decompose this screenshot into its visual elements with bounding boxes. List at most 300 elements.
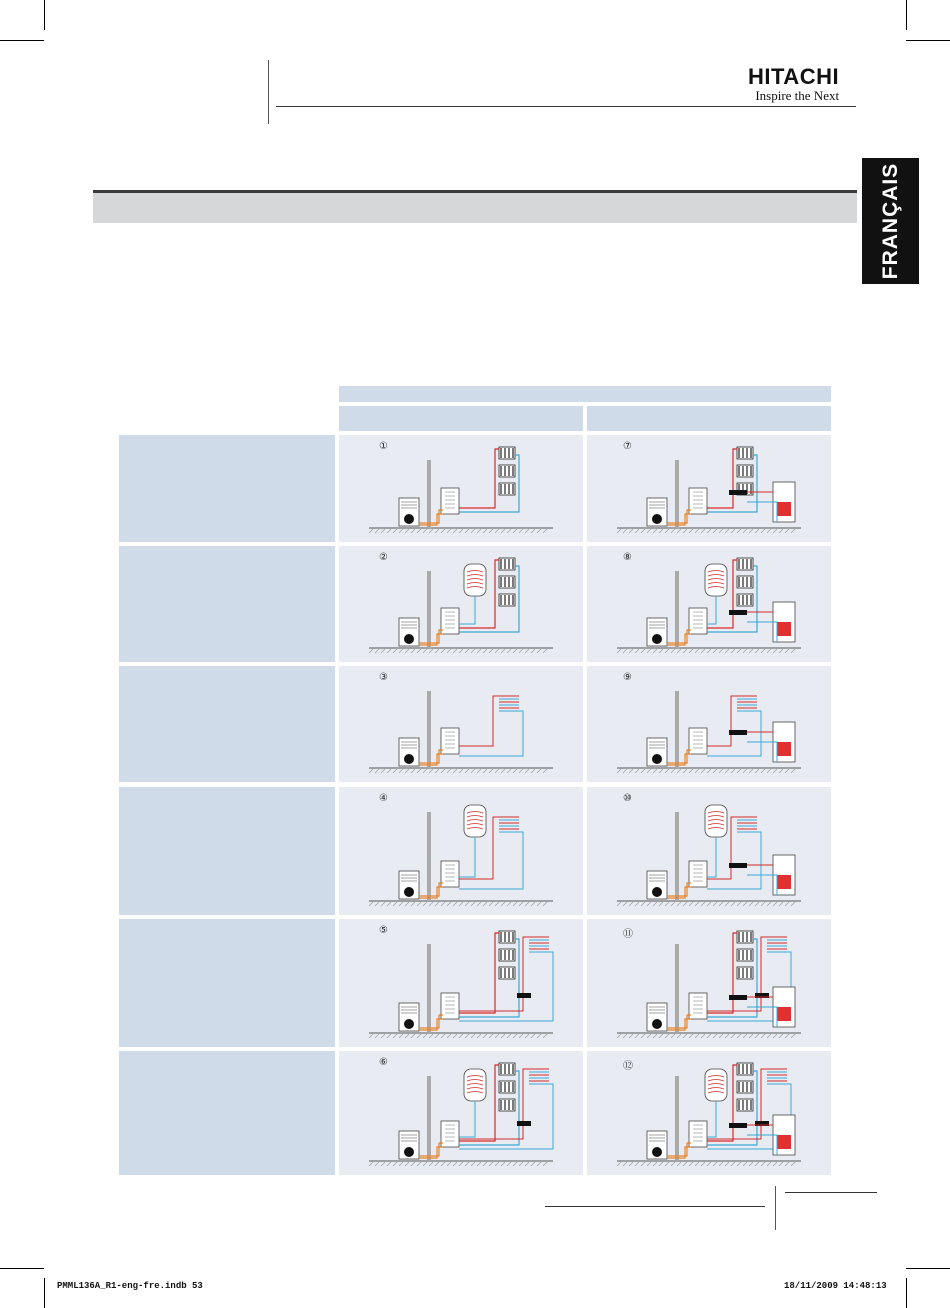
hot-water-pipe — [459, 449, 499, 508]
ground-hatch — [381, 529, 385, 533]
ground-hatch — [477, 649, 481, 653]
ground-hatch — [767, 1034, 771, 1038]
ground-hatch — [695, 769, 699, 773]
footer-rule-short — [785, 1192, 877, 1193]
ground-hatch — [749, 1162, 753, 1166]
ground-hatch — [501, 529, 505, 533]
ground-hatch — [507, 1034, 511, 1038]
boiler-flame-panel — [777, 875, 791, 889]
ground-hatch — [417, 1034, 421, 1038]
ground-hatch — [683, 1034, 687, 1038]
ground-hatch — [695, 649, 699, 653]
ground-hatch — [537, 1034, 541, 1038]
diagram-drawing — [339, 435, 583, 542]
ground-hatch — [531, 769, 535, 773]
ground-hatch — [767, 1162, 771, 1166]
ground-hatch — [743, 902, 747, 906]
ground-hatch — [429, 1162, 433, 1166]
ground-hatch — [375, 1034, 379, 1038]
ground-hatch — [525, 902, 529, 906]
ground-hatch — [761, 902, 765, 906]
ground-hatch — [393, 649, 397, 653]
wall — [427, 571, 431, 648]
ground-hatch — [677, 902, 681, 906]
ground-hatch — [791, 529, 795, 533]
ground-hatch — [617, 649, 621, 653]
header-divider-vertical — [268, 60, 269, 124]
ground-hatch — [477, 902, 481, 906]
ground-hatch — [453, 1162, 457, 1166]
ground-hatch — [779, 1034, 783, 1038]
ground-hatch — [423, 769, 427, 773]
diagram-drawing — [339, 1051, 583, 1175]
ground-hatch — [629, 902, 633, 906]
ground-hatch — [543, 1034, 547, 1038]
ground-hatch — [399, 1162, 403, 1166]
language-tab-label: FRANÇAIS — [878, 162, 902, 280]
return-water-pipe — [707, 832, 761, 889]
ground-hatch — [381, 902, 385, 906]
ground-hatch — [453, 902, 457, 906]
ground-hatch — [635, 769, 639, 773]
ground-hatch — [423, 529, 427, 533]
installation-diagram — [339, 435, 583, 542]
ground-hatch — [773, 1034, 777, 1038]
hydraulic-separator-icon — [729, 1123, 747, 1128]
fan-icon — [652, 754, 662, 764]
wall — [675, 1076, 679, 1161]
row-label — [119, 919, 335, 1047]
footer-divider-vertical — [775, 1186, 776, 1230]
diagram-drawing — [339, 546, 583, 662]
ground-hatch — [441, 649, 445, 653]
ground-hatch — [623, 1034, 627, 1038]
ground-hatch — [695, 1034, 699, 1038]
language-tab — [862, 158, 919, 284]
ground-hatch — [635, 529, 639, 533]
diagram-drawing — [587, 1051, 831, 1175]
ground-hatch — [707, 529, 711, 533]
fan-icon — [404, 754, 414, 764]
ground-hatch — [647, 1162, 651, 1166]
ground-hatch — [629, 529, 633, 533]
ground-hatch — [513, 902, 517, 906]
ground-hatch — [375, 769, 379, 773]
ground-hatch — [435, 902, 439, 906]
ground-hatch — [405, 1034, 409, 1038]
wall — [427, 691, 431, 768]
ground-hatch — [683, 769, 687, 773]
ground-hatch — [447, 902, 451, 906]
ground-hatch — [737, 1162, 741, 1166]
ground-hatch — [653, 769, 657, 773]
ground-hatch — [749, 649, 753, 653]
ground-hatch — [641, 649, 645, 653]
ground-hatch — [483, 902, 487, 906]
ground-hatch — [773, 769, 777, 773]
hydraulic-separator-icon — [729, 995, 747, 1000]
ground-hatch — [743, 1162, 747, 1166]
ground-hatch — [483, 529, 487, 533]
ground-hatch — [689, 1162, 693, 1166]
ground-hatch — [779, 529, 783, 533]
ground-hatch — [537, 529, 541, 533]
crop-mark — [0, 1268, 44, 1269]
mixing-valve-icon — [517, 993, 531, 998]
fan-icon — [652, 514, 662, 524]
fan-icon — [404, 1019, 414, 1029]
tank-pipe — [707, 837, 716, 877]
ground-hatch — [785, 769, 789, 773]
ground-hatch — [393, 769, 397, 773]
ground-hatch — [641, 1162, 645, 1166]
ground-hatch — [423, 1162, 427, 1166]
ground-hatch — [441, 1162, 445, 1166]
ground-hatch — [459, 649, 463, 653]
hydraulic-separator-icon — [729, 490, 747, 495]
footer-file-name: PMML136A_R1-eng-fre.indb 53 — [57, 1281, 203, 1291]
ground-hatch — [767, 769, 771, 773]
ground-hatch — [435, 1034, 439, 1038]
ground-hatch — [791, 902, 795, 906]
ground-hatch — [737, 1034, 741, 1038]
ground-hatch — [501, 649, 505, 653]
ground-hatch — [369, 529, 373, 533]
ground-hatch — [617, 769, 621, 773]
return-water-pipe — [459, 832, 523, 889]
ground-hatch — [429, 902, 433, 906]
ground-hatch — [653, 1034, 657, 1038]
ground-hatch — [653, 1162, 657, 1166]
ground-hatch — [543, 649, 547, 653]
ground-hatch — [785, 902, 789, 906]
ground-hatch — [683, 902, 687, 906]
ground-hatch — [707, 1162, 711, 1166]
ground-hatch — [495, 649, 499, 653]
ground-hatch — [507, 649, 511, 653]
ground-hatch — [641, 769, 645, 773]
table-header-band — [339, 386, 831, 402]
ground-hatch — [393, 1162, 397, 1166]
ground-hatch — [447, 769, 451, 773]
ground-hatch — [731, 1162, 735, 1166]
ground-hatch — [429, 649, 433, 653]
ground-hatch — [623, 902, 627, 906]
ground-hatch — [393, 902, 397, 906]
ground-hatch — [501, 769, 505, 773]
ground-hatch — [399, 1034, 403, 1038]
ground-hatch — [749, 902, 753, 906]
ground-hatch — [393, 529, 397, 533]
ground-hatch — [719, 649, 723, 653]
ground-hatch — [731, 649, 735, 653]
ground-hatch — [791, 769, 795, 773]
ground-hatch — [465, 1162, 469, 1166]
brand-tagline: Inspire the Next — [755, 88, 840, 103]
ground-hatch — [647, 1034, 651, 1038]
ground-hatch — [683, 1162, 687, 1166]
ground-hatch — [525, 529, 529, 533]
ground-hatch — [701, 769, 705, 773]
ground-hatch — [453, 1034, 457, 1038]
ground-hatch — [749, 529, 753, 533]
ground-hatch — [641, 529, 645, 533]
ground-hatch — [519, 1034, 523, 1038]
ground-hatch — [423, 649, 427, 653]
fan-icon — [404, 634, 414, 644]
tank-pipe — [459, 596, 475, 624]
ground-hatch — [731, 529, 735, 533]
ground-hatch — [701, 1162, 705, 1166]
ground-hatch — [665, 769, 669, 773]
ground-hatch — [519, 529, 523, 533]
ground-hatch — [683, 529, 687, 533]
ground-hatch — [665, 1162, 669, 1166]
ground-hatch — [375, 902, 379, 906]
installation-diagram — [587, 666, 831, 782]
ground-hatch — [465, 902, 469, 906]
diagram-drawing — [339, 666, 583, 782]
ground-hatch — [713, 902, 717, 906]
ground-hatch — [623, 1162, 627, 1166]
diagram-number: ⑦ — [623, 441, 632, 452]
ground-hatch — [543, 529, 547, 533]
ground-hatch — [387, 1162, 391, 1166]
row-label — [119, 1051, 335, 1175]
ground-hatch — [773, 1162, 777, 1166]
ground-hatch — [525, 769, 529, 773]
ground-hatch — [411, 529, 415, 533]
ground-hatch — [719, 902, 723, 906]
ground-hatch — [749, 769, 753, 773]
ground-hatch — [785, 1034, 789, 1038]
ground-hatch — [375, 1162, 379, 1166]
ground-hatch — [537, 769, 541, 773]
ground-hatch — [465, 1034, 469, 1038]
ground-hatch — [489, 649, 493, 653]
ground-hatch — [513, 769, 517, 773]
ground-hatch — [767, 902, 771, 906]
ground-hatch — [519, 902, 523, 906]
ground-hatch — [495, 1162, 499, 1166]
ground-hatch — [513, 649, 517, 653]
diagram-drawing — [339, 787, 583, 915]
ground-hatch — [773, 529, 777, 533]
diagram-drawing — [587, 435, 831, 542]
ground-hatch — [369, 1162, 373, 1166]
ground-hatch — [399, 902, 403, 906]
ground-hatch — [453, 649, 457, 653]
ground-hatch — [659, 1162, 663, 1166]
ground-hatch — [459, 769, 463, 773]
ground-hatch — [531, 1034, 535, 1038]
tank-pipe — [459, 837, 475, 877]
diagram-drawing — [339, 919, 583, 1047]
ground-hatch — [387, 769, 391, 773]
fan-icon — [404, 514, 414, 524]
ground-hatch — [459, 902, 463, 906]
installation-diagram — [339, 666, 583, 782]
ground-hatch — [483, 769, 487, 773]
wall — [427, 1076, 431, 1161]
ground-hatch — [477, 769, 481, 773]
ground-hatch — [665, 902, 669, 906]
ground-hatch — [381, 1162, 385, 1166]
ground-hatch — [731, 1034, 735, 1038]
ground-hatch — [537, 1162, 541, 1166]
ground-hatch — [671, 1162, 675, 1166]
ground-hatch — [665, 1034, 669, 1038]
ground-hatch — [779, 649, 783, 653]
ground-hatch — [543, 902, 547, 906]
ground-hatch — [761, 1034, 765, 1038]
ground-hatch — [719, 1162, 723, 1166]
ground-hatch — [375, 529, 379, 533]
ground-hatch — [635, 1034, 639, 1038]
ground-hatch — [779, 769, 783, 773]
ground-hatch — [761, 529, 765, 533]
ground-hatch — [393, 1034, 397, 1038]
wall — [675, 460, 679, 528]
hot-water-pipe — [707, 449, 737, 508]
ground-hatch — [743, 769, 747, 773]
ground-hatch — [399, 649, 403, 653]
ground-hatch — [435, 529, 439, 533]
ground-hatch — [537, 649, 541, 653]
hot-water-pipe — [707, 696, 737, 746]
ground-hatch — [417, 902, 421, 906]
ground-hatch — [447, 1162, 451, 1166]
ground-hatch — [713, 1034, 717, 1038]
boiler-pipe — [747, 742, 777, 762]
ground-hatch — [725, 769, 729, 773]
ground-hatch — [755, 529, 759, 533]
ground-hatch — [737, 902, 741, 906]
ground-hatch — [459, 1034, 463, 1038]
crop-mark — [906, 1278, 907, 1308]
ground-hatch — [477, 529, 481, 533]
ground-hatch — [731, 902, 735, 906]
ground-hatch — [647, 769, 651, 773]
boiler-flame-panel — [777, 742, 791, 756]
ground-hatch — [513, 529, 517, 533]
ground-hatch — [635, 649, 639, 653]
ground-hatch — [647, 649, 651, 653]
ground-hatch — [743, 649, 747, 653]
footer-timestamp: 18/11/2009 14:48:13 — [784, 1281, 887, 1291]
ground-hatch — [429, 529, 433, 533]
ground-hatch — [447, 529, 451, 533]
ground-hatch — [381, 769, 385, 773]
ground-hatch — [429, 769, 433, 773]
ground-hatch — [659, 769, 663, 773]
ground-hatch — [405, 529, 409, 533]
ground-hatch — [537, 902, 541, 906]
ground-hatch — [519, 1162, 523, 1166]
ground-hatch — [725, 1034, 729, 1038]
hot-water-pipe — [459, 696, 499, 746]
ground-hatch — [689, 902, 693, 906]
diagram-drawing — [587, 919, 831, 1047]
ground-hatch — [471, 1034, 475, 1038]
ground-hatch — [653, 649, 657, 653]
ground-hatch — [513, 1034, 517, 1038]
row-label — [119, 666, 335, 782]
ground-hatch — [617, 1034, 621, 1038]
ground-hatch — [755, 649, 759, 653]
wall — [675, 944, 679, 1033]
ground-hatch — [429, 1034, 433, 1038]
boiler-flame-panel — [777, 502, 791, 516]
ground-hatch — [617, 1162, 621, 1166]
ground-hatch — [635, 902, 639, 906]
ground-hatch — [471, 902, 475, 906]
ground-hatch — [737, 649, 741, 653]
ground-hatch — [465, 649, 469, 653]
ground-hatch — [411, 769, 415, 773]
ground-hatch — [719, 769, 723, 773]
ground-hatch — [713, 1162, 717, 1166]
ground-hatch — [629, 1034, 633, 1038]
ground-hatch — [375, 649, 379, 653]
diagram-number: ② — [379, 552, 388, 563]
ground-hatch — [659, 649, 663, 653]
ground-hatch — [411, 1034, 415, 1038]
ground-hatch — [629, 649, 633, 653]
ground-hatch — [531, 1162, 535, 1166]
ground-hatch — [719, 1034, 723, 1038]
ground-hatch — [441, 529, 445, 533]
ground-hatch — [453, 529, 457, 533]
ground-hatch — [489, 902, 493, 906]
ground-hatch — [689, 1034, 693, 1038]
wall — [675, 812, 679, 901]
ground-hatch — [701, 902, 705, 906]
ground-hatch — [423, 1034, 427, 1038]
diagram-number: ⑫ — [623, 1061, 633, 1072]
ground-hatch — [531, 649, 535, 653]
ground-hatch — [417, 649, 421, 653]
ground-hatch — [707, 769, 711, 773]
brand-name: HITACHI — [748, 64, 840, 89]
hot-water-pipe — [459, 933, 499, 1013]
boiler-flame-panel — [777, 622, 791, 636]
ground-hatch — [629, 769, 633, 773]
ground-hatch — [671, 902, 675, 906]
installation-diagram — [339, 919, 583, 1047]
ground-hatch — [623, 529, 627, 533]
ground-hatch — [755, 1162, 759, 1166]
ground-hatch — [417, 769, 421, 773]
wall — [427, 460, 431, 528]
ground-hatch — [707, 649, 711, 653]
wall — [427, 944, 431, 1033]
return-water-pipe — [459, 711, 523, 756]
ground-hatch — [677, 1034, 681, 1038]
ground-hatch — [623, 769, 627, 773]
ground-hatch — [465, 529, 469, 533]
ground-hatch — [749, 1034, 753, 1038]
ground-hatch — [695, 902, 699, 906]
installation-diagram — [587, 1051, 831, 1175]
ground-hatch — [495, 529, 499, 533]
crop-mark — [44, 0, 45, 30]
ground-hatch — [779, 902, 783, 906]
row-label — [119, 787, 335, 915]
ground-hatch — [773, 649, 777, 653]
diagram-number: ⑧ — [623, 552, 632, 563]
diagram-number: ⑨ — [623, 672, 632, 683]
